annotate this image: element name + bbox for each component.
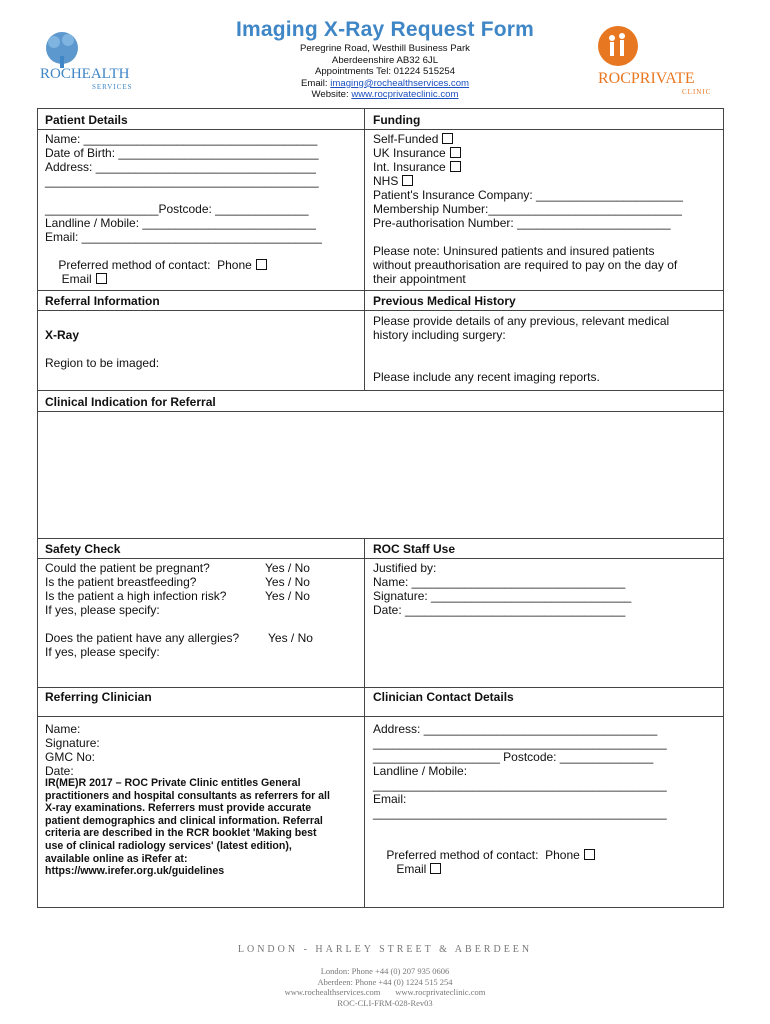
staff-date-field[interactable]: Date: _________________________________: [373, 603, 626, 617]
left-logo-subtext: SERVICES: [92, 83, 133, 91]
patient-dob-field[interactable]: Date of Birth: ______________________________: [45, 146, 319, 160]
clinician-pref-label: Preferred method of contact: Phone: [386, 848, 580, 862]
patient-address-field[interactable]: Address: _________________________________: [45, 160, 316, 174]
xray-label: X-Ray: [45, 328, 80, 342]
contact-pref-label: Preferred method of contact: Phone: [58, 258, 252, 272]
allergies-question: Does the patient have any allergies?: [45, 631, 240, 645]
uk-insurance-checkbox[interactable]: [450, 147, 461, 158]
funding-note-line-2: without preauthorisation are required to pay on the day of: [373, 258, 678, 272]
right-logo-text: ROCPRIVATE: [598, 70, 695, 87]
allergies-yes-no[interactable]: Yes / No: [268, 631, 313, 645]
clinician-contact-preference: [373, 834, 595, 890]
clinician-signature-field[interactable]: Signature:: [45, 736, 100, 750]
patient-details-heading: Patient Details: [45, 113, 128, 127]
patient-email-field[interactable]: Email: ____________________________________: [45, 230, 322, 244]
clinician-landline-label: Landline / Mobile:: [373, 764, 468, 778]
breastfeeding-yes-no[interactable]: Yes / No: [265, 575, 310, 589]
contact-phone-checkbox[interactable]: [256, 259, 267, 270]
clinical-indication-heading: Clinical Indication for Referral: [45, 395, 216, 409]
clinician-date-field[interactable]: Date:: [45, 764, 74, 778]
clinician-address-field[interactable]: Address: ___________________________________: [373, 722, 658, 736]
history-line-1: Please provide details of any previous, relevant medical: [373, 314, 670, 328]
self-funded-label: Self-Funded: [373, 132, 439, 146]
clinical-indication-textarea[interactable]: [39, 413, 723, 537]
footer-form-reference: ROC-CLI-FRM-028-Rev03: [337, 997, 433, 1008]
contact-email-checkbox[interactable]: [96, 273, 107, 284]
patient-postcode-field[interactable]: _________________Postcode: ______________: [45, 202, 309, 216]
int-insurance-label: Int. Insurance: [373, 160, 446, 174]
patient-name-field[interactable]: Name: ___________________________________: [45, 132, 318, 146]
history-line-3: Please include any recent imaging reports.: [373, 370, 600, 384]
membership-number-field[interactable]: Membership Number:_____________________________: [373, 202, 682, 216]
footer-aberdeen-phone: Aberdeen: Phone +44 (0) 1224 515 254: [317, 976, 453, 987]
website-label: Website:: [311, 89, 352, 101]
address-line-1: Peregrine Road, Westhill Business Park: [300, 43, 470, 54]
clinician-email-label: Email:: [373, 792, 407, 806]
insurance-company-field[interactable]: Patient's Insurance Company: ______________________: [373, 188, 683, 202]
clinician-postcode-field[interactable]: ___________________ Postcode: ______________: [373, 750, 654, 764]
patient-contact-preference: [45, 244, 267, 300]
int-insurance-checkbox[interactable]: [450, 161, 461, 172]
preauth-number-field[interactable]: Pre-authorisation Number: _______________________: [373, 216, 671, 230]
nhs-checkbox[interactable]: [402, 175, 413, 186]
left-logo-text: ROCHEALTH: [40, 66, 130, 82]
breastfeeding-question: Is the patient breastfeeding?: [45, 575, 197, 589]
infection-risk-yes-no[interactable]: Yes / No: [265, 589, 310, 603]
uk-insurance-label: UK Insurance: [373, 146, 446, 160]
clinician-email-pref-label: Email: [396, 862, 427, 876]
pregnancy-yes-no[interactable]: Yes / No: [265, 561, 310, 575]
address-line-2: Aberdeenshire AB32 6JL: [331, 54, 439, 66]
request-form: [37, 108, 724, 908]
patient-address-line-2[interactable]: _________________________________________: [45, 174, 319, 188]
clinician-email-checkbox[interactable]: [430, 863, 441, 874]
footer-locations: LONDON - HARLEY STREET & ABERDEEN: [237, 944, 533, 955]
patient-landline-field[interactable]: Landline / Mobile: __________________________: [45, 216, 316, 230]
email-label: Email:: [300, 77, 331, 89]
region-imaged-field[interactable]: Region to be imaged:: [45, 356, 160, 370]
funding-heading: Funding: [373, 113, 421, 127]
staff-name-field[interactable]: Name: ________________________________: [373, 575, 626, 589]
clinician-address-line-2[interactable]: ____________________________________________: [373, 736, 667, 750]
medical-history-heading: Previous Medical History: [373, 294, 516, 308]
footer-london-phone: London: Phone +44 (0) 207 935 0606: [320, 966, 450, 976]
infection-risk-question: Is the patient a high infection risk?: [45, 589, 227, 603]
clinician-phone-checkbox[interactable]: [584, 849, 595, 860]
contact-details-heading: Clinician Contact Details: [373, 690, 514, 704]
referral-info-heading: Referral Information: [45, 294, 160, 308]
gmc-number-field[interactable]: GMC No:: [45, 750, 96, 764]
referring-clinician-heading: Referring Clinician: [45, 690, 152, 704]
clinician-name-field[interactable]: Name:: [45, 722, 81, 736]
funding-note-line-1: Please note: Uninsured patients and insured patients: [373, 244, 655, 258]
safety-check-heading: Safety Check: [45, 542, 121, 556]
justified-by-label: Justified by:: [373, 561, 437, 575]
clinic-address-block: [240, 43, 530, 101]
footer-websites: www.rochealthservices.com www.rocprivateclinic.com: [284, 987, 486, 997]
allergies-specify-field[interactable]: If yes, please specify:: [45, 645, 160, 659]
page-title: Imaging X-Ray Request Form: [235, 18, 535, 41]
staff-signature-field[interactable]: Signature: ______________________________: [373, 589, 632, 603]
footer-contact-block: [0, 966, 770, 1008]
clinician-landline-field[interactable]: ____________________________________________: [373, 778, 667, 792]
pregnancy-question: Could the patient be pregnant?: [45, 561, 210, 575]
email-link[interactable]: imaging@rochealthservices.com: [330, 77, 470, 89]
nhs-label: NHS: [373, 174, 399, 188]
funding-note-line-3: their appointment: [373, 272, 466, 286]
infection-specify-field[interactable]: If yes, please specify:: [45, 603, 160, 617]
staff-use-heading: ROC Staff Use: [373, 542, 456, 556]
irmer-notice: IR(ME)R 2017 – ROC Private Clinic entitles General practitioners and hospital consultants as referrers for all X-ray examinations. Referrers must provide accurate patient demographics and clinical information. Referral criteria are described in the RCR booklet 'Making best use of clinical radiology services' (latest edition), available online as iRefer at: https://www.irefer.org.uk/guidelines: [45, 777, 330, 878]
website-link[interactable]: www.rocprivateclinic.com: [351, 89, 459, 101]
appointments-phone: Appointments Tel: 01224 515254: [314, 66, 456, 78]
right-logo-subtext: CLINIC: [682, 88, 712, 96]
contact-email-label: Email: [61, 272, 92, 286]
clinician-email-field[interactable]: ____________________________________________: [373, 806, 667, 820]
history-line-2: history including surgery:: [373, 328, 506, 342]
self-funded-checkbox[interactable]: [442, 133, 453, 144]
